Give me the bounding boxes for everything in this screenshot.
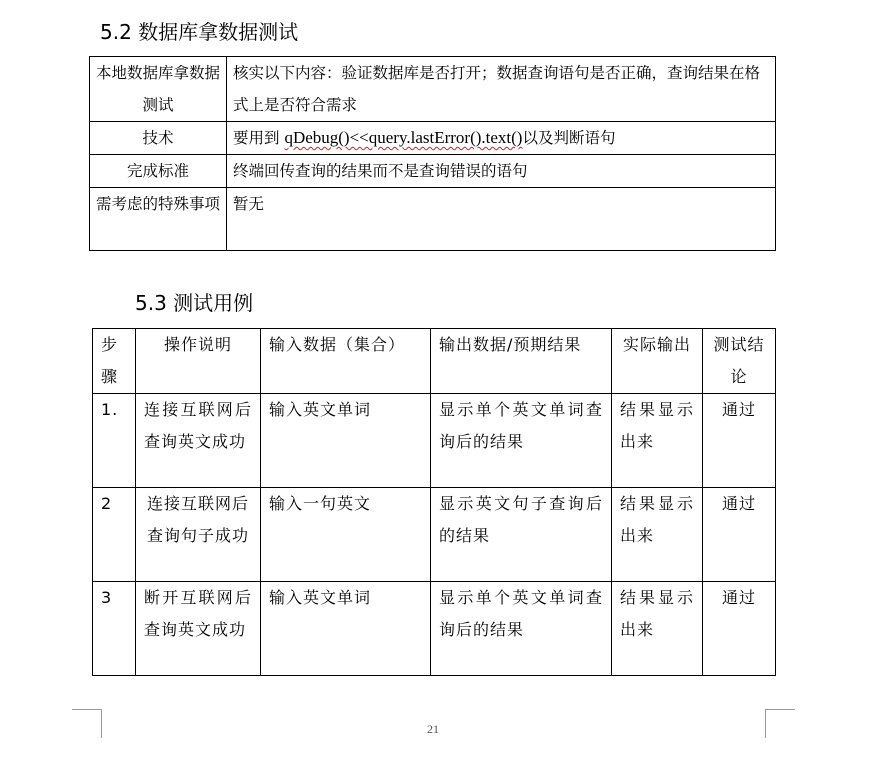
row-key: 需考虑的特殊事项 [90, 188, 227, 251]
row-value: 核实以下内容：验证数据库是否打开；数据查询语句是否正确，查询结果在格式上是否符合需求 [227, 57, 776, 122]
step-cell: 2 [93, 488, 136, 582]
header-cell: 输出数据/预期结果 [431, 329, 612, 394]
expected-cell: 显示单个英文单词查询后的结果 [431, 394, 612, 488]
table-row [93, 488, 776, 582]
step-cell: 1. [93, 394, 136, 488]
table-row [93, 394, 776, 488]
header-row [93, 329, 776, 394]
header-cell: 步骤 [93, 329, 136, 394]
section-5-3-title: 5.3 测试用例 [135, 291, 254, 315]
row-key: 本地数据库拿数据测试 [90, 57, 227, 122]
table-row [90, 188, 776, 251]
row-value: 终端回传查询的结果而不是查询错误的语句 [227, 155, 776, 188]
operation-cell: 连接互联网后查询句子成功 [136, 488, 261, 582]
page-number: 21 [427, 722, 439, 736]
header-cell: 操作说明 [136, 329, 261, 394]
actual-cell: 结果显示出来 [612, 488, 703, 582]
header-cell: 实际输出 [612, 329, 703, 394]
input-cell: 输入英文单词 [261, 582, 431, 676]
header-cell: 测试结论 [703, 329, 776, 394]
code-snippet: qDebug()<<query.lastError().text() [284, 128, 523, 147]
table-row [93, 582, 776, 676]
header-cell: 输入数据（集合） [261, 329, 431, 394]
test-case-table [92, 328, 776, 676]
value-prefix: 要用到 [233, 129, 285, 147]
actual-cell: 结果显示出来 [612, 394, 703, 488]
section-5-2-title: 5.2 数据库拿数据测试 [100, 20, 299, 44]
actual-cell: 结果显示出来 [612, 582, 703, 676]
result-cell: 通过 [703, 582, 776, 676]
input-cell: 输入一句英文 [261, 488, 431, 582]
row-key: 技术 [90, 122, 227, 155]
expected-cell: 显示单个英文单词查询后的结果 [431, 582, 612, 676]
table-row [90, 57, 776, 122]
operation-cell: 断开互联网后查询英文成功 [136, 582, 261, 676]
row-key: 完成标准 [90, 155, 227, 188]
result-cell: 通过 [703, 394, 776, 488]
row-value [227, 122, 776, 155]
row-value: 暂无 [227, 188, 776, 251]
expected-cell: 显示英文句子查询后的结果 [431, 488, 612, 582]
input-cell: 输入英文单词 [261, 394, 431, 488]
step-cell: 3 [93, 582, 136, 676]
db-test-table [89, 56, 776, 251]
result-cell: 通过 [703, 488, 776, 582]
value-suffix: 以及判断语句 [522, 129, 616, 147]
operation-cell: 连接互联网后查询英文成功 [136, 394, 261, 488]
table-row [90, 122, 776, 155]
table-row [90, 155, 776, 188]
